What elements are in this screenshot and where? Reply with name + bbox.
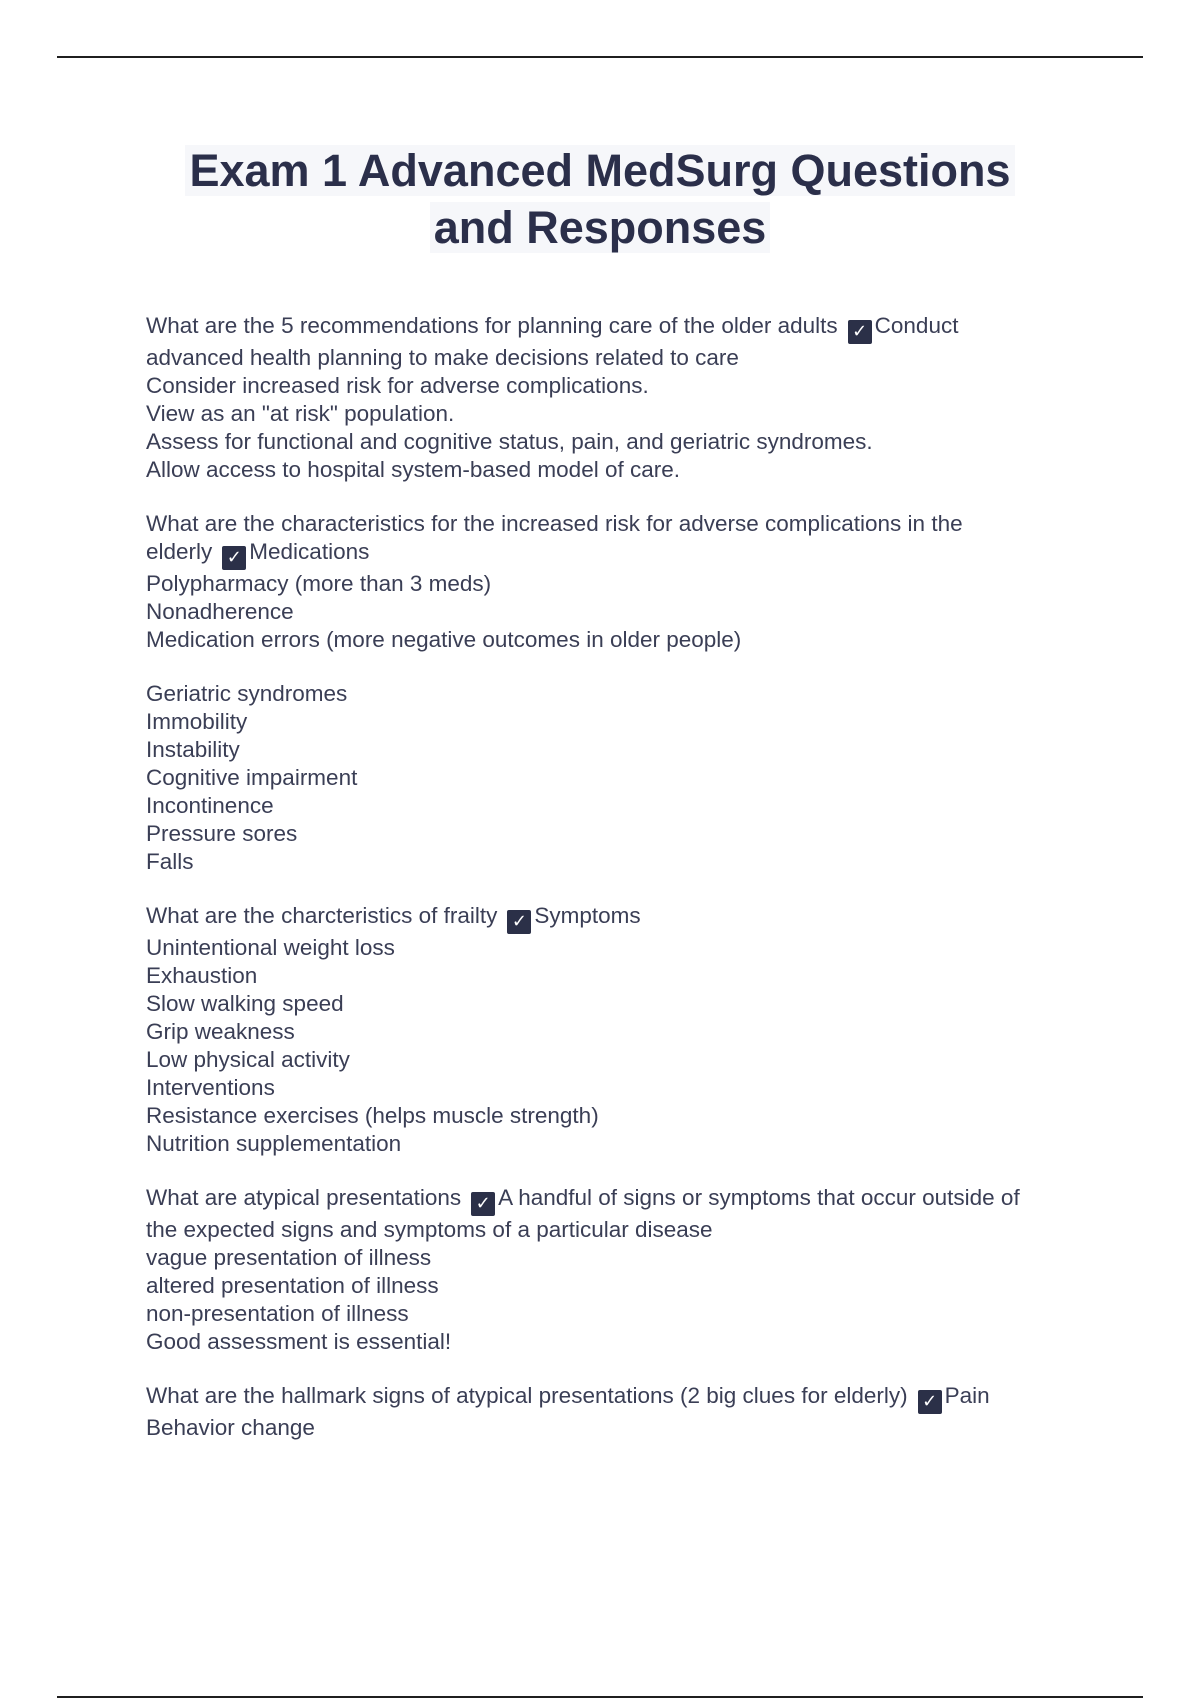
answer-line: Good assessment is essential! [146,1329,452,1354]
answer-wrap: the expected signs and symptoms of a particular disease [146,1217,713,1242]
question-text: What are the hallmark signs of atypical presentations (2 big clues for elderly) [146,1383,908,1408]
qa-item-frailty [146,902,1096,1158]
answer-first: A handful of signs or symptoms that occur outside of [498,1185,1020,1210]
answer-line: Assess for functional and cognitive status, pain, and geriatric syndromes. [146,429,873,454]
answer-line: Low physical activity [146,1047,350,1072]
answer-line: Allow access to hospital system-based model of care. [146,457,680,482]
title-line-2: and Responses [430,202,771,253]
answer-first: Medications [249,539,370,564]
answer-line: Immobility [146,709,248,734]
answer-first: Pain [944,1383,990,1408]
answer-line: Incontinence [146,793,274,818]
answer-line: Interventions [146,1075,275,1100]
answer-line: non-presentation of illness [146,1301,409,1326]
answer-line: vague presentation of illness [146,1245,432,1270]
qa-item-hallmark-signs [146,1382,1096,1442]
qa-item-geriatric-syndromes [146,680,1096,876]
qa-item-planning-care [146,312,1096,484]
qa-line [146,1382,1096,1414]
question-text: elderly [146,539,213,564]
answer-line: Grip weakness [146,1019,295,1044]
answer-line: Consider increased risk for adverse complications. [146,373,649,398]
answer-line: Geriatric syndromes [146,681,348,706]
qa-content [146,312,1096,1468]
answer-line: Nonadherence [146,599,294,624]
title-line-1: Exam 1 Advanced MedSurg Questions [185,145,1014,196]
answer-line: Cognitive impairment [146,765,358,790]
qa-line [146,902,1096,934]
answer-line: Polypharmacy (more than 3 meds) [146,571,492,596]
answer-line: Behavior change [146,1415,315,1440]
checkmark-icon: ✓ [222,546,246,570]
answer-line: View as an "at risk" population. [146,401,455,426]
answer-line: Unintentional weight loss [146,935,395,960]
checkmark-icon: ✓ [471,1192,495,1216]
top-rule [57,56,1143,58]
answer-line: Resistance exercises (helps muscle strength) [146,1103,599,1128]
answer-line: Slow walking speed [146,991,344,1016]
bottom-rule [57,1696,1143,1698]
answer-first: Symptoms [534,903,641,928]
answer-first: Conduct [874,313,959,338]
checkmark-icon: ✓ [848,320,872,344]
question-text: What are atypical presentations [146,1185,462,1210]
answer-line: Instability [146,737,240,762]
answer-line: Falls [146,849,194,874]
answer-line: Nutrition supplementation [146,1131,402,1156]
qa-line [146,312,1096,344]
answer-wrap: advanced health planning to make decisions related to care [146,345,739,370]
page-title [0,142,1200,256]
qa-item-adverse-complications [146,510,1096,654]
question-line: What are the characteristics for the increased risk for adverse complications in the [146,511,963,536]
checkmark-icon: ✓ [918,1390,942,1414]
qa-line [146,1184,1096,1216]
qa-item-atypical-presentations [146,1184,1096,1356]
answer-line: altered presentation of illness [146,1273,439,1298]
answer-line: Pressure sores [146,821,298,846]
answer-line: Medication errors (more negative outcomes in older people) [146,627,742,652]
question-text: What are the charcteristics of frailty [146,903,498,928]
qa-line [146,538,1096,570]
answer-line: Exhaustion [146,963,258,988]
question-text: What are the 5 recommendations for planning care of the older adults [146,313,838,338]
checkmark-icon: ✓ [507,910,531,934]
